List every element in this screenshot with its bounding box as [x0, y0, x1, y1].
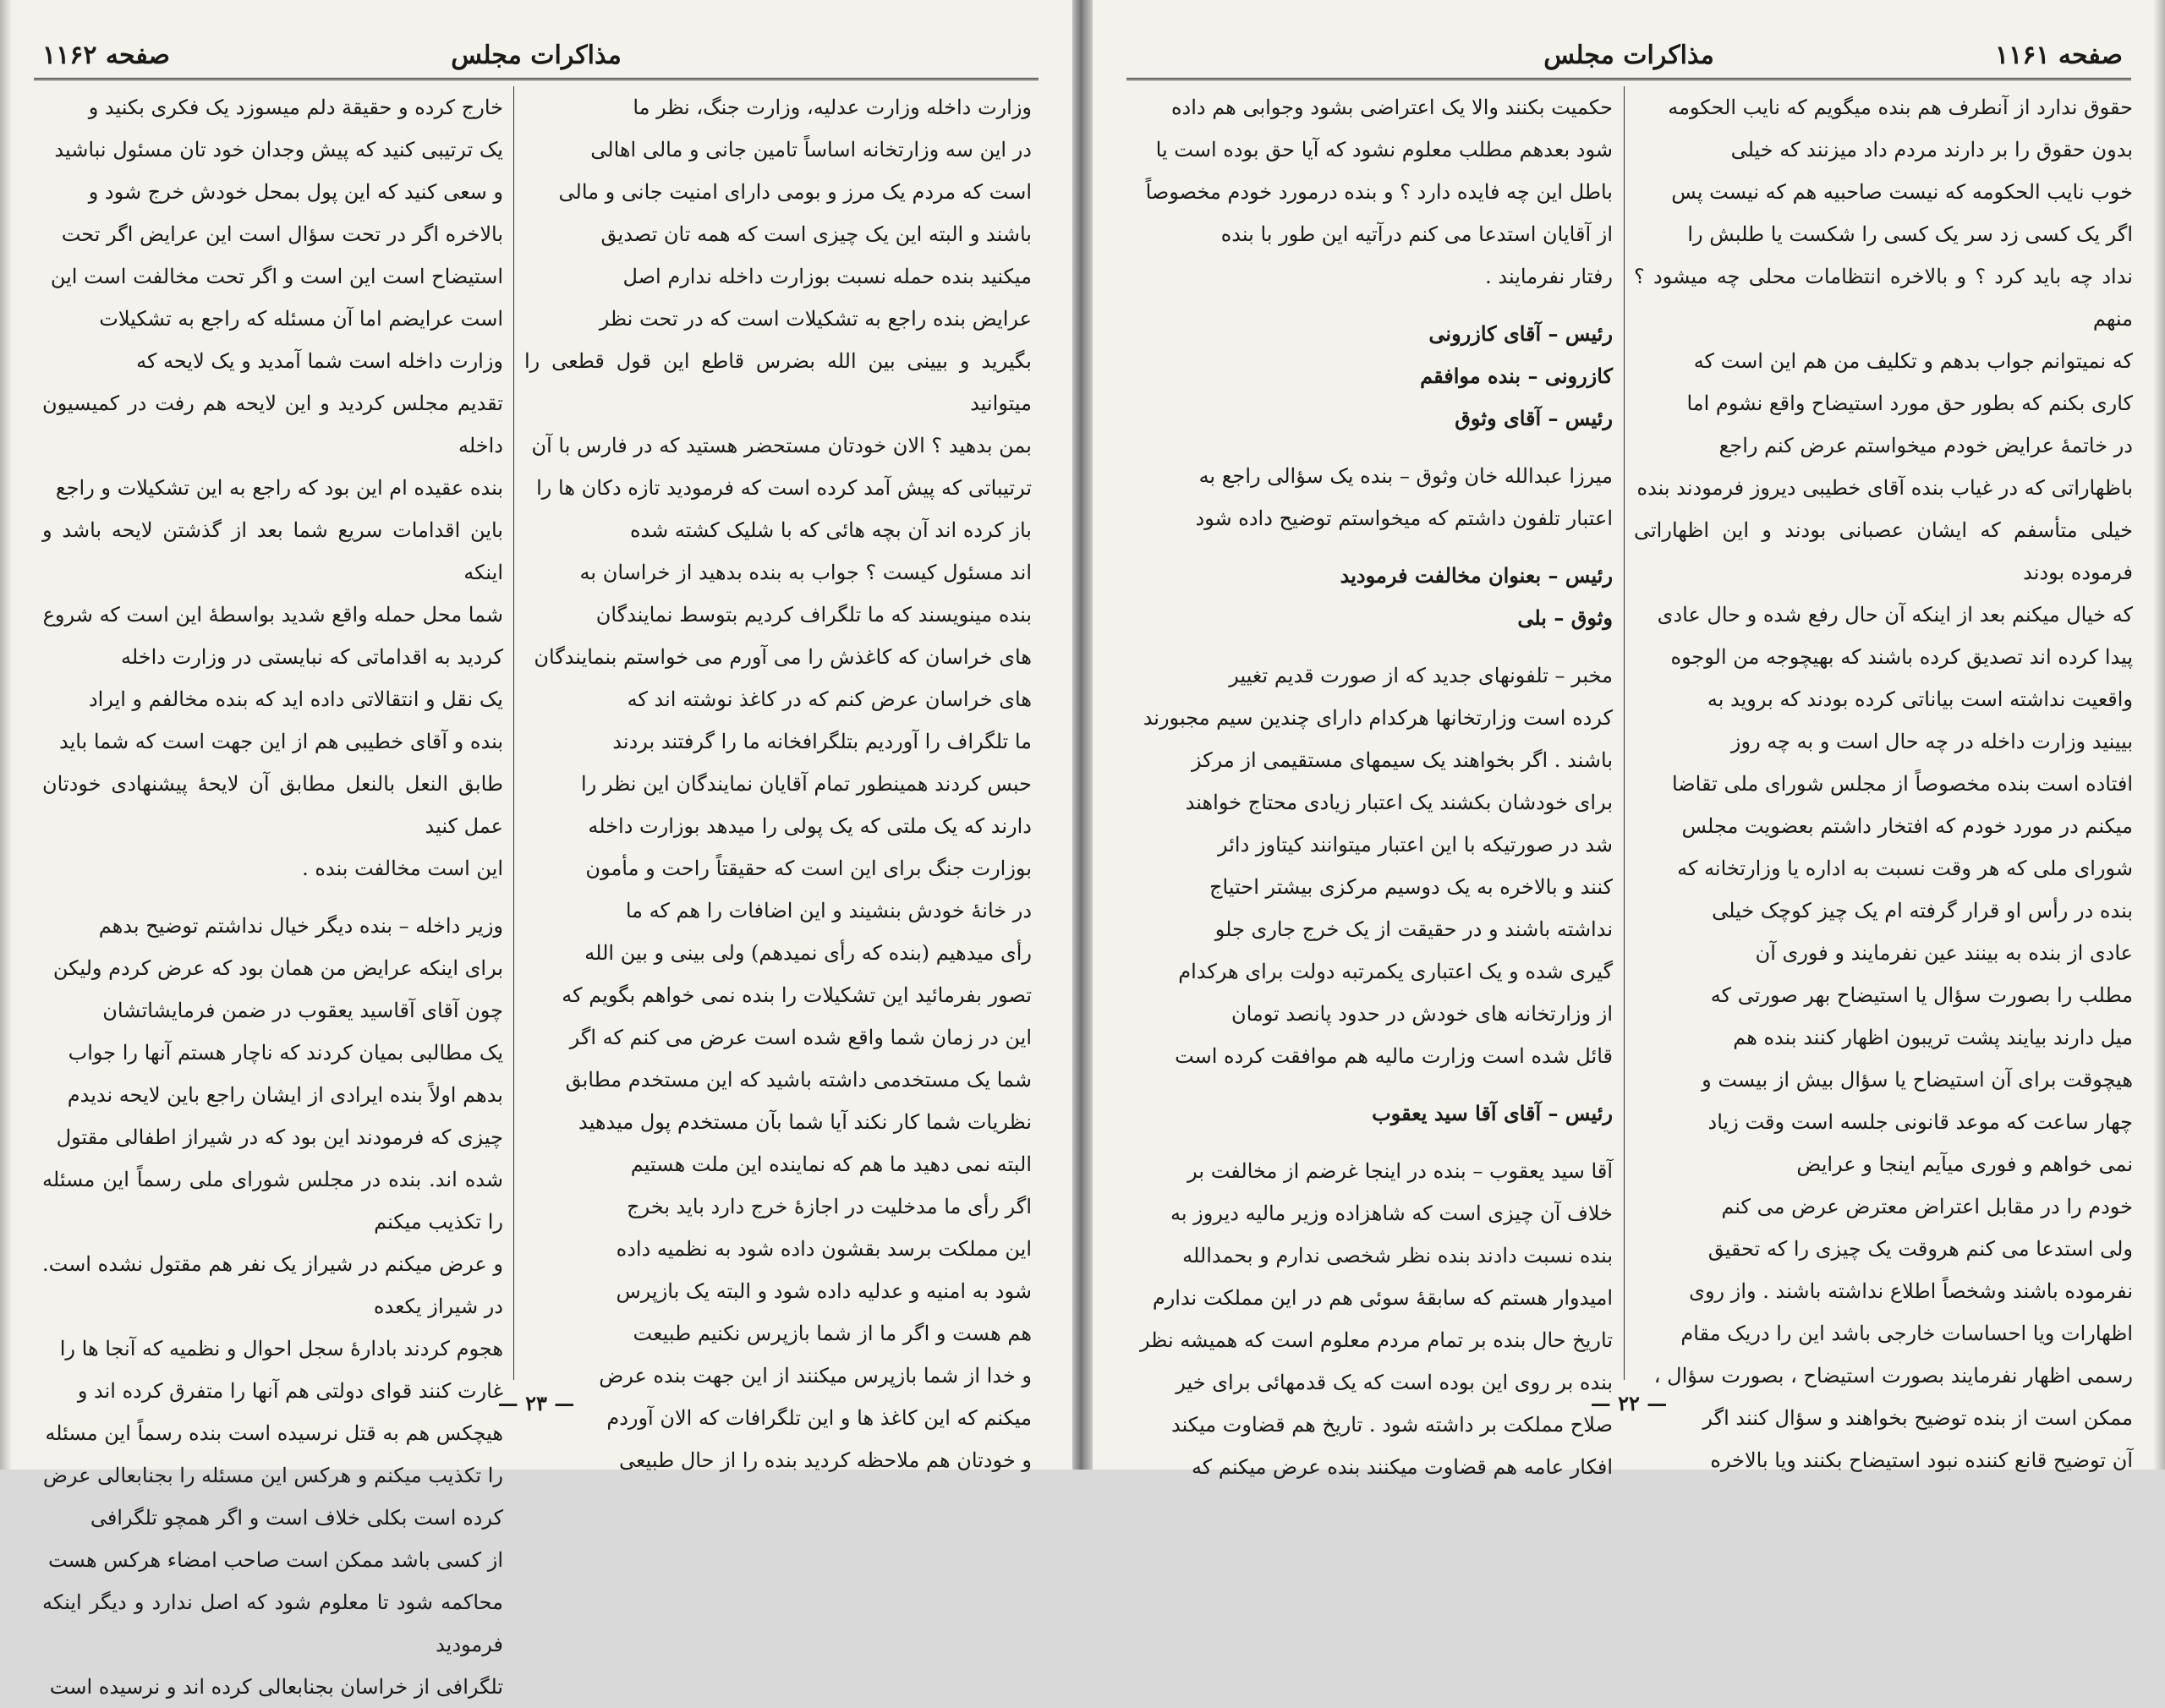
text-line: نمی خواهم و فوری میآیم اینجا و عرایض — [1796, 1152, 2133, 1176]
text-line: شما یک مستخدمی داشته باشید که این مستخدم مطابق — [565, 1068, 1032, 1092]
text-line: است که مردم یک مرز و بومی دارای امنیت جانی و مالی — [558, 180, 1032, 204]
text-line: چون آقای آقاسید یعقوب در ضمن فرمایشاتشان — [102, 999, 503, 1022]
text-line: برای خودشان بکشند یک اعتبار زیادی محتاج خواهند — [1185, 791, 1613, 814]
text-line: رأی میدهیم (بنده که رأی نمیدهم) ولی بینی و بین الله — [584, 941, 1032, 965]
page-edge-shadow — [2153, 0, 2165, 1470]
text-line: از وزارتخانه های خودش در حدود پانصد تومان — [1230, 1002, 1613, 1026]
text-line: بمن بدهید ؟ الان خودتان مستحضر هستید که در فارس با آن — [531, 434, 1032, 457]
text-line: رسمی اظهار نفرمایند بصورت استیضاح ، بصورت سؤال ، — [1653, 1364, 2133, 1388]
text-line: بوزارت جنگ برای این است که حقیقتاً راحت و مأمون — [585, 857, 1032, 880]
text-line: میکنم در مورد خودم که افتخار داشتم بعضویت مجلس — [1681, 814, 2133, 838]
text-line: اند مسئول کیست ؟ جواب به بنده بدهید از خراسان به — [579, 561, 1032, 584]
text-line: آقا سید یعقوب – بنده در اینجا غرضم از مخالفت بر — [1187, 1159, 1613, 1183]
speaker-line: رئیس – بعنوان مخالفت فرمودید — [1340, 563, 1613, 588]
text-line: بالاخره اگر در تحت سؤال است این عرایض اگر تحت — [61, 222, 503, 246]
text-line: اگر رأی ما مدخلیت در اجازهٔ خرج دارد باید بخرج — [627, 1195, 1032, 1218]
text-line: خلاف آن چیزی است که شاهزاده وزیر مالیه دیروز به — [1170, 1202, 1613, 1225]
text-line: واقعیت نداشته است بیاناتی کرده بودند که بروید به — [1707, 687, 2133, 711]
page-title: مذاکرات مجلس — [1543, 41, 1714, 70]
text-line: این در زمان شما واقع شده است عرض می کنم که اگر — [569, 1026, 1032, 1049]
column-divider — [513, 86, 514, 1380]
text-line: بنده در رأس او قرار گرفته ام یک چیز کوچک خیلی — [1712, 899, 2133, 922]
text-line: نفرموده باشند وشخصاً اطلاع نداشته باشند . واز روی — [1689, 1279, 2133, 1303]
text-line: بنده و آقای خطیبی هم از این جهت است که شما باید — [58, 730, 503, 753]
text-line: آن توضیح قانع کننده نبود استیضاح بکنند ویا بالاخره — [1710, 1448, 2133, 1472]
text-line: بیینید وزارت داخله در چه حال است و به چه روز — [1730, 730, 2133, 753]
text-line: رفتار نفرمایند . — [1485, 265, 1613, 288]
text-line: باین اقدامات سریع شما بعد از گذشتن لایحه باشد و اینکه — [42, 518, 503, 584]
text-line: در این سه وزارتخانه اساساً تامین جانی و مالی اهالی — [590, 138, 1032, 161]
text-line: تاریخ حال بنده بر تمام مردم معلوم است که همیشه نظر — [1140, 1328, 1613, 1352]
page-number: صفحه ۱۱۶۲ — [42, 41, 170, 70]
text-line: این مملکت برسد بقشون داده شود به نظمیه داده — [616, 1237, 1032, 1261]
text-line: میکنید بنده حمله نسبت بوزارت داخله ندارم اصل — [622, 265, 1032, 288]
text-line: گیری شده و یک اعتباری یکمرتبه دولت برای هرکدام — [1178, 960, 1613, 983]
text-line: خیلی متأسفم که ایشان عصبانی بودند و این اظهاراتی فرموده بودند — [1634, 518, 2133, 584]
text-line: امیدوار هستم که سابقهٔ سوئی هم در این مملکت ندارم — [1152, 1286, 1613, 1310]
text-line: باز کرده اند آن بچه هائی که با شلیک کشته شده — [629, 518, 1032, 542]
text-line: وزارت داخله وزارت عدلیه، وزارت جنگ، نظر ما — [633, 96, 1032, 119]
text-line: حقوق ندارد از آنطرف هم بنده میگویم که نایب الحکومه — [1668, 96, 2133, 119]
text-line: مطلب را بصورت سؤال یا استیضاح بهر صورتی که — [1710, 983, 2133, 1007]
text-line: باشند . اگر بخواهند یک سیمهای مستقیمی از مرکز — [1191, 748, 1613, 772]
text-line: کرده است وزارتخانها هرکدام دارای چندین سیم مجبورند — [1143, 706, 1613, 730]
text-line: تقدیم مجلس کردید و این لایحه هم رفت در کمیسیون داخله — [42, 391, 503, 457]
text-line: هیچکس هم به قتل نرسیده است بنده رسماً این مسئله — [45, 1421, 503, 1445]
text-line: نداد چه باید کرد ؟ و بالاخره انتظامات محلی چه میشود ؟ منهم — [1634, 265, 2133, 331]
text-line: در خانهٔ خودش بنشیند و این اضافات را هم که ما — [625, 899, 1032, 922]
text-line: و سعی کنید که این پول بمحل خودش خرج شود و — [88, 180, 503, 204]
text-line: بدون حقوق را بر دارند مردم داد میزنند که خیلی — [1730, 138, 2133, 161]
text-line: عادی از بنده به بینند عین نفرمایند و فوری آن — [1755, 941, 2133, 965]
text-line: میکنم که این کاغذ ها و این تلگرافات که الان آوردم — [606, 1406, 1032, 1430]
text-line: وزارت داخله است شما آمدید و یک لایحه که — [136, 349, 503, 373]
speaker-line: رئیس – آقای کازرونی — [1428, 321, 1613, 346]
text-line: هم هست و اگر ما از شما بازپرس نکنیم طبیعت — [633, 1322, 1032, 1345]
text-column-left — [1126, 86, 1613, 1479]
text-line: را تکذیب میکنم و هرکس این مسئله را بجنابعالی عرض — [42, 1464, 503, 1487]
text-line: که خیال میکنم بعد از اینکه آن حال رفع شده و حال عادی — [1657, 603, 2133, 627]
text-line: بنده عقیده ام این بود که راجع به این تشکیلات و راجع — [55, 476, 503, 500]
text-line: حکمیت بکنند والا یک اعتراضی بشود وجوابی هم داده — [1170, 96, 1613, 119]
text-line: مخبر – تلفونهای جدید که از صورت قدیم تغییر — [1229, 664, 1613, 687]
text-line: عرایض بنده راجع به تشکیلات است که در تحت نظر — [599, 307, 1032, 331]
text-line: محاکمه شود تا معلوم شود که اصل ندارد و دیگر اینکه فرمودید — [42, 1590, 503, 1656]
text-line: کنند و بالاخره به یک دوسیم مرکزی بیشتر احتیاج — [1209, 875, 1613, 899]
text-line: در خاتمهٔ عرایض خودم میخواستم عرض کنم راجع — [1718, 434, 2133, 457]
text-line: یک ترتیبی کنید که پیش وجدان خود تان مسئول نباشید — [54, 138, 503, 161]
text-line: صلاح مملکت بر داشته شود . تاریخ هم قضاوت میکند — [1170, 1413, 1613, 1437]
text-line: ممکن است از بنده توضیح بخواهند و سؤال کنند اگر — [1702, 1406, 2133, 1430]
text-line: نظریات شما کار نکند آیا شما بآن مستخدم پول میدهید — [578, 1110, 1032, 1134]
text-line: چیزی که فرمودند این بود که در شیراز اطفالی مقتول — [56, 1125, 503, 1149]
text-line: بدهم اولاً بنده ایرادی از ایشان راجع باین لایحه ندیدم — [67, 1083, 503, 1107]
text-line: میرزا عبدالله خان وثوق – بنده یک سؤالی راجع به — [1198, 464, 1613, 488]
text-line: بنده نسبت دادند بنده نظر شخصی ندارم و بحمدالله — [1182, 1244, 1613, 1267]
text-line: خودم را در مقابل اعتراض معترض عرض می کنم — [1721, 1195, 2133, 1218]
page-number: صفحه ۱۱۶۱ — [1995, 41, 2123, 70]
text-line: هجوم کردند بادارهٔ سجل احوال و نظمیه که آنجا ها را — [59, 1337, 503, 1360]
text-line: البته نمی دهید ما هم که نماینده این ملت هستیم — [630, 1152, 1032, 1176]
text-line: کاری بکنم که بطور حق مورد استیضاح واقع نشوم اما — [1686, 391, 2133, 415]
text-line: شد در صورتیکه با این اعتبار میتوانند کیتاوز دائر — [1217, 833, 1613, 857]
page-footer-number: — ۲۳ — — [497, 1391, 575, 1415]
text-line: چهار ساعت که موعد قانونی جلسه است وقت زیاد — [1707, 1110, 2133, 1134]
speaker-line: کازرونی – بنده موافقم — [1420, 364, 1613, 388]
text-line: که نمیتوانم جواب بدهم و تکلیف من هم این است که — [1693, 349, 2133, 373]
text-line: شورای ملی که هر وقت نسبت به اداره یا وزارتخانه که — [1677, 857, 2133, 880]
page-edge-shadow — [0, 0, 12, 1470]
text-line: ولی استدعا می کنم هروقت یک چیزی را که تحقیق — [1707, 1237, 2133, 1261]
text-line: شود به امنیه و عدلیه داده شود و البته یک بازپرس — [616, 1279, 1032, 1303]
text-line: اعتبار تلفون داشتم که میخواستم توضیح داده شود — [1195, 506, 1613, 530]
page-header — [34, 36, 1039, 78]
text-line: از کسی باشد ممکن است صاحب امضاء هرکس هست — [47, 1548, 503, 1572]
text-line: پیدا کرده اند تصدیق کرده باشند که بهیچوجه من الوجوه — [1670, 645, 2133, 669]
text-line: میل دارند بیایند پشت تریبون اظهار کنند بنده هم — [1733, 1026, 2133, 1049]
text-line: باشند و البته این یک چیزی است که همه تان تصدیق — [600, 222, 1032, 246]
text-line: و عرض میکنم در شیراز یک نفر هم مقتول نشده است. در شیراز یکعده — [42, 1252, 503, 1318]
header-rule — [34, 78, 1039, 80]
text-line: برای اینکه عرایض من همان بود که عرض کردم ولیکن — [52, 956, 503, 980]
left-page — [0, 0, 1072, 1699]
page-footer-number: — ۲۲ — — [1590, 1391, 1668, 1415]
text-line: شود بعدهم مطلب معلوم نشود که آیا حق بوده است یا — [1155, 138, 1613, 161]
book-gutter — [1072, 0, 1093, 1470]
text-line: اگر یک کسی زد سر یک کسی را شکست یا طلبش را — [1687, 222, 2133, 246]
text-line: و خودتان هم ملاحظه کردید بنده را از حال طبیعی — [619, 1448, 1032, 1472]
text-line: های خراسان عرض کنم که در کاغذ نوشته اند که — [627, 687, 1032, 711]
text-line: کردید به اقداماتی که نبایستی در وزارت داخله — [120, 645, 503, 669]
text-line: نداشته باشند و در حقیقت از یک خرج جاری جلو — [1214, 917, 1613, 941]
text-line: بنده بر روی این بوده است که یک قدمهائی برای خیر — [1176, 1371, 1613, 1394]
text-line: این است مخالفت بنده . — [302, 857, 503, 880]
text-line: یک مطالبی بمیان کردند که ناچار هستم آنها را جواب — [68, 1041, 503, 1065]
page-title: مذاکرات مجلس — [451, 41, 622, 70]
text-line: حبس کردند همینطور تمام آقایان نمایندگان این نظر را — [580, 772, 1032, 796]
text-line: از آقایان استدعا می کنم درآتیه این طور با بنده — [1220, 222, 1613, 246]
header-rule — [1126, 78, 2131, 80]
text-line: و خدا از شما بازپرس میکنند از این جهت بنده عرض — [599, 1364, 1032, 1388]
page-header — [1126, 36, 2131, 78]
text-line: خارج کرده و حقیقة دلم میسوزد یک فکری بکنید و — [88, 96, 503, 119]
text-line: کرده است بکلی خلاف است و اگر همچو تلگرافی — [90, 1506, 503, 1530]
text-line: قائل شده است وزارت مالیه هم موافقت کرده است — [1175, 1044, 1613, 1068]
text-line: تصور بفرمائید این تشکیلات را بنده نمی خواهم بگویم که — [562, 983, 1032, 1007]
text-line: باطل این چه فایده دارد ؟ و بنده درمورد خودم مخصوصاً — [1145, 180, 1613, 204]
text-line: های خراسان که کاغذش را می آورم می خواستم بنمایندگان — [534, 645, 1032, 669]
text-line: افکار عامه هم قضاوت میکنند بنده عرض میکنم که — [1191, 1455, 1613, 1479]
text-line: بگیرید و بیینی بین الله بضرس قاطع این قول قطعی را میتوانید — [524, 349, 1032, 415]
text-line: وزیر داخله – بنده دیگر خیال نداشتم توضیح بدهم — [98, 914, 503, 938]
text-line: ترتیباتی که پیش آمد کرده است که فرمودید تازه دکان ها را — [536, 476, 1032, 500]
text-line: استیضاح است این است و اگر تحت مخالفت است این — [50, 265, 503, 288]
speaker-line: وثوق – بلی — [1517, 605, 1613, 630]
text-line: یک نقل و انتقالاتی داده اید که بنده مخالفم و ایراد — [88, 687, 503, 711]
text-line: بنده مینویسند که ما تلگراف کردیم بتوسط نمایندگان — [595, 603, 1032, 627]
text-column-left — [42, 86, 503, 1699]
text-line: ما تلگراف را آوردیم بتلگرافخانه ما را گرفتند بردند — [612, 730, 1032, 753]
text-line: تلگرافی از خراسان بجنابعالی کرده اند و نرسیده است — [49, 1675, 503, 1699]
text-line: باظهاراتی که در غیاب بنده آقای خطیبی دیروز فرمودند بنده — [1636, 476, 2133, 500]
text-line: دارند که یک ملتی که یک پولی را میدهد بوزارت داخله — [588, 814, 1032, 838]
text-line: شما محل حمله واقع شدید بواسطهٔ این است که شروع — [42, 603, 503, 627]
speaker-line: رئیس – آقای وثوق — [1455, 406, 1613, 430]
text-line: افتاده است بنده مخصوصاً از مجلس شورای ملی تقاضا — [1671, 772, 2133, 796]
text-line: است عرایضم اما آن مسئله که راجع به تشکیلات — [99, 307, 503, 331]
text-line: غارت کنند قوای دولتی هم آنها را متفرق کرده اند و — [77, 1379, 503, 1403]
text-line: طابق النعل بالنعل مطابق آن لایحهٔ پیشنهادی خودتان عمل کنید — [42, 772, 503, 838]
text-line: خوب نایب الحکومه که نیست صاحبیه هم که نیست پس — [1671, 180, 2133, 204]
text-line: اظهارات ویا احساسات خارجی باشد این را دریک مقام — [1680, 1322, 2133, 1345]
text-line: شده اند. بنده در مجلس شورای ملی رسماً این مسئله را تکذیب میکنم — [42, 1168, 503, 1234]
text-line: هیچوقت برای آن استیضاح یا سؤال بیش از بیست و — [1702, 1068, 2133, 1092]
text-column-right — [1634, 86, 2133, 1472]
right-page — [1093, 0, 2165, 1479]
speaker-line: رئیس – آقای آقا سید یعقوب — [1372, 1101, 1613, 1125]
column-divider — [1624, 86, 1625, 1380]
